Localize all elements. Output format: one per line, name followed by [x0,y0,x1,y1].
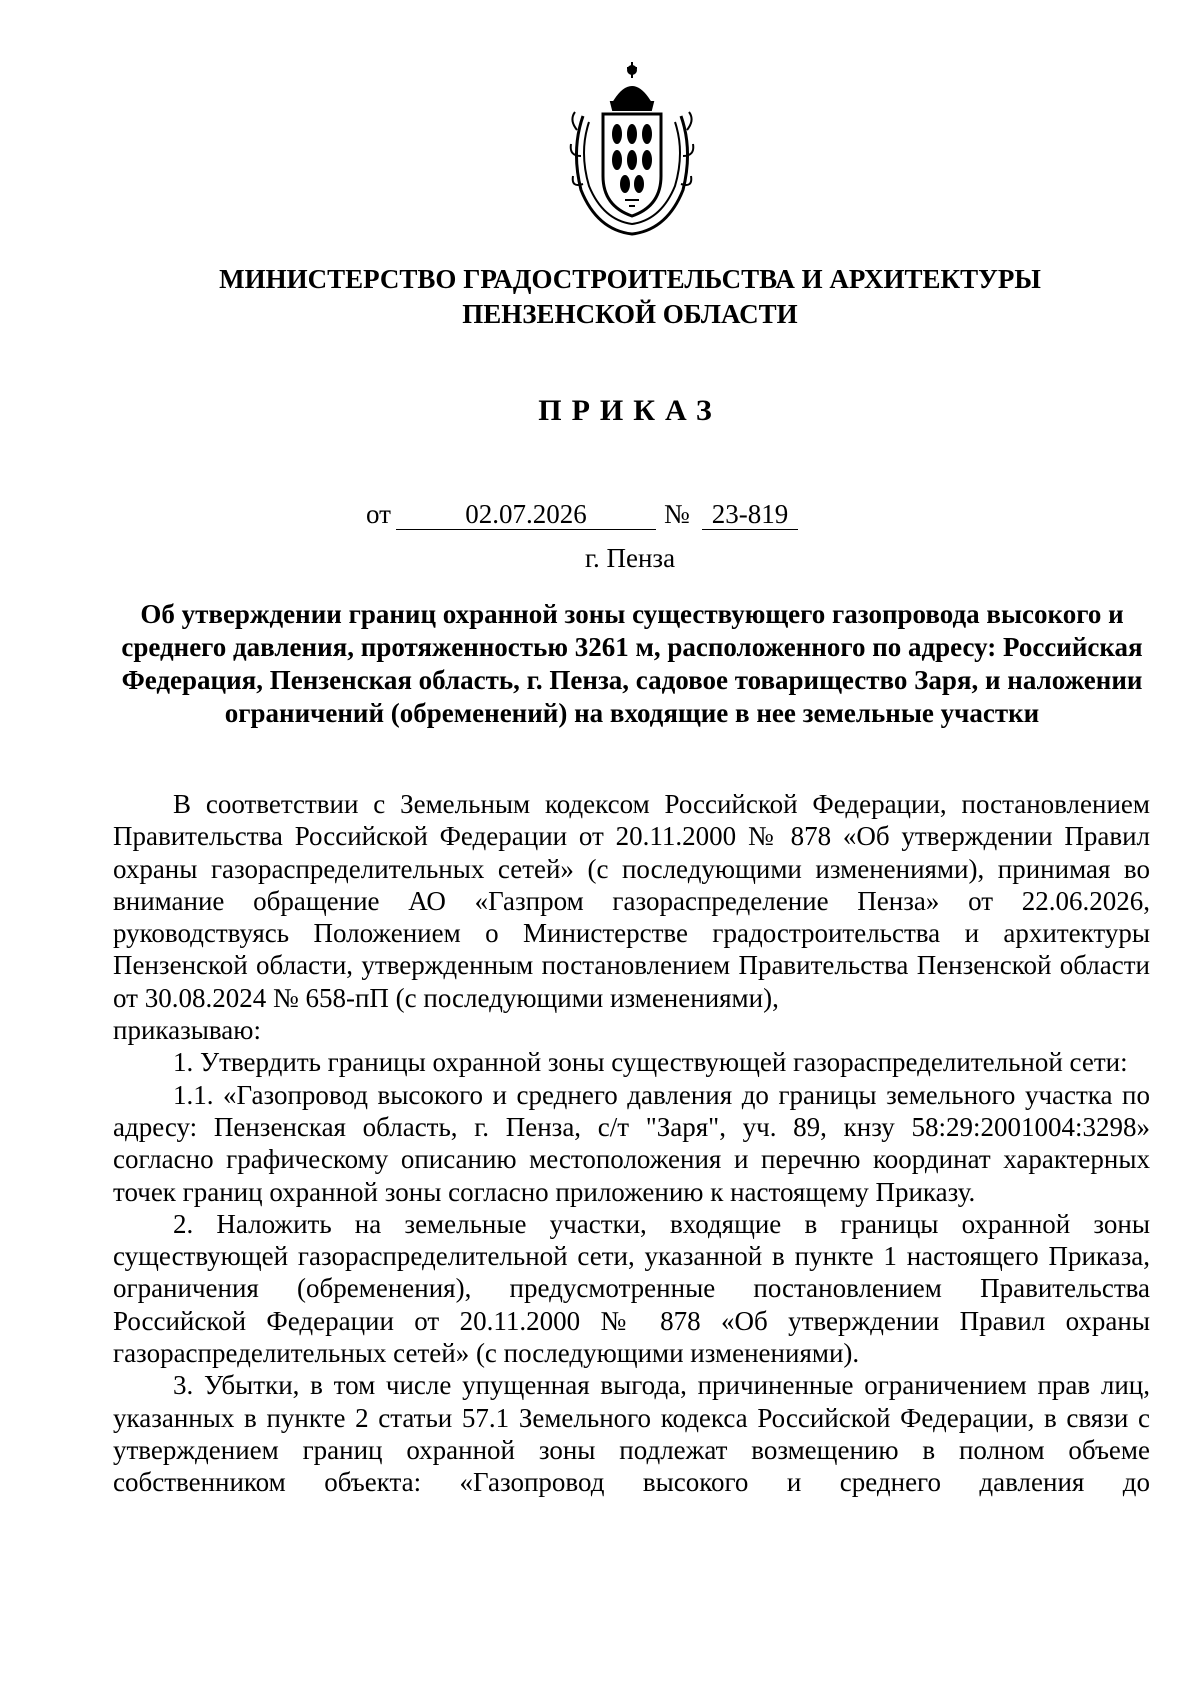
order-word: приказываю: [113,1015,261,1046]
preamble-paragraph: В соответствии с Земельным кодексом Российской Федерации, постановлением Правительства Российской Федерации от 20.11.2000 № 878 «Об утверждении Правил охраны газораспределительных сетей» (с последующими изменениями), принимая во внимание обращение АО «Газпром газораспределение Пенза» от 22.06.2026, руководствуясь Положением о Министерстве градостроительства и архитектуры Пензенской области, утвержденным постановлением Правительства Пензенской области от 30.08.2024 № 658-пП (с последующими изменениями), [113,789,1150,1013]
order-title: ПРИКАЗ [538,394,722,427]
ministry-name-line1: МИНИСТЕРСТВО ГРАДОСТРОИТЕЛЬСТВА И АРХИТЕКТУРЫ [219,264,1041,294]
number-label: № [664,499,690,529]
ministry-name-line2: ПЕНЗЕНСКОЙ ОБЛАСТИ [462,299,798,329]
order-number: 23-819 [702,497,798,530]
order-body [113,788,1150,1499]
order-date: 02.07.2026 [396,497,656,530]
coat-of-arms-emblem [567,60,697,238]
item-1-1: 1.1. «Газопровод высокого и среднего давления до границы земельного участка по адресу: Пензенская область, г. Пенза, с/т "Заря", уч. 89, кнзу 58:29:2001004:3298» согласно графическому описанию местоположения и перечню координат характерных точек границ охранной зоны согласно приложению к настоящему Приказу. [113,1079,1150,1207]
item-3: 3. Убытки, в том числе упущенная выгода, причиненные ограничением прав лиц, указанных в пункте 2 статьи 57.1 Земельного кодекса Российской Федерации, в связи с утверждением границ охранной зоны подлежат возмещению в полном объеме собственником объекта: «Газопровод высокого и среднего давления до [113,1370,1150,1498]
item-1: 1. Утвердить границы охранной зоны существующей газораспределительной сети: [173,1047,1128,1078]
date-label: от [366,499,391,529]
ministry-name [100,262,1160,332]
item-2: 2. Наложить на земельные участки, входящие в границы охранной зоны существующей газораспределительной сети, указанной в пункте 1 настоящего Приказа, ограничения (обременения), предусмотренные постановлением Правительства Российской Федерации от 20.11.2000 № 878 «Об утверждении Правил охраны газораспределительных сетей» (с последующими изменениями). [113,1208,1150,1369]
city: г. Пенза [584,543,676,573]
order-subject: Об утверждении границ охранной зоны существующего газопровода высокого и среднего давления, протяженностью 3261 м, расположенного по адресу: Российская Федерация, Пензенская область, г. Пенза, садовое товарищество Заря, и наложении ограничений (обременений) на входящие в нее земельные участки [121,599,1143,728]
